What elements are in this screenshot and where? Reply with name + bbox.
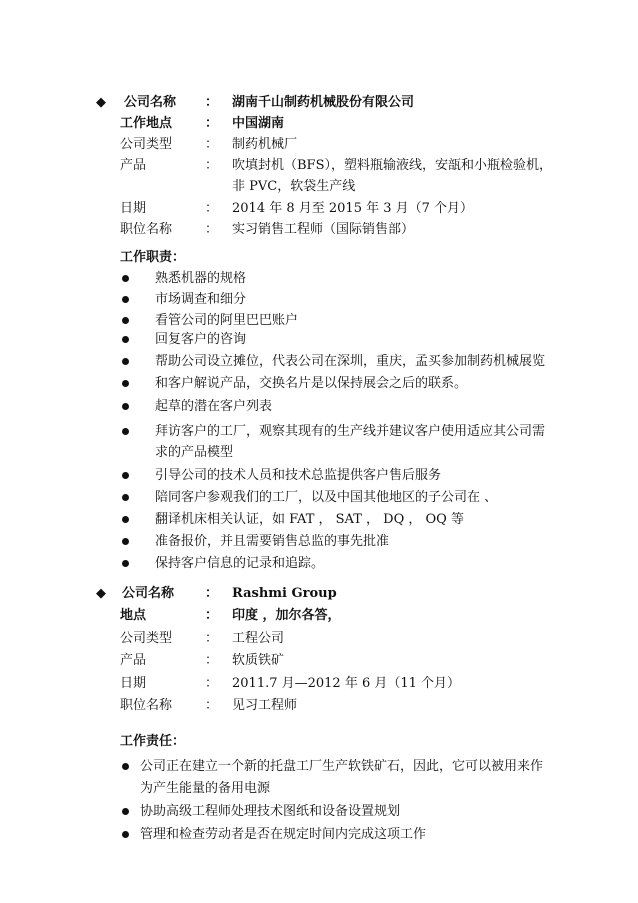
colon: ： <box>205 608 219 623</box>
colon: ： <box>205 676 219 691</box>
bullet-icon <box>122 538 129 545</box>
diamond-bullet-icon: ◆ <box>96 586 106 601</box>
colon: ： <box>205 653 219 668</box>
list-item-continuation: 为产生能量的备用电源 <box>140 781 271 796</box>
list-item: 看管公司的阿里巴巴账户 <box>155 313 299 328</box>
position-value: 实习销售工程师（国际销售部） <box>232 222 415 237</box>
date-value: 2014 年 8 月至 2015 年 3 月（7 个月） <box>232 201 474 216</box>
company-value: Rashmi Group <box>232 586 337 601</box>
list-item: 回复客户的咨询 <box>155 332 247 347</box>
list-item: 保持客户信息的记录和追踪。 <box>155 556 325 571</box>
list-item: 陪同客户参观我们的工厂，以及中国其他地区的子公司在 、 <box>155 490 498 505</box>
location-value: 中国湖南 <box>232 116 285 131</box>
bullet-icon <box>122 763 129 770</box>
colon: ： <box>205 698 219 713</box>
list-item: 公司正在建立一个新的托盘工厂生产软铁矿石，因此，它可以被用来作 <box>140 759 544 774</box>
colon: ： <box>205 116 219 131</box>
product-label: 产品 <box>120 653 147 668</box>
bullet-icon <box>122 560 129 567</box>
duties-title: 工作职责： <box>120 250 186 265</box>
list-item: 熟悉机器的规格 <box>155 271 247 286</box>
list-item: 引导公司的技术人员和技术总监提供客户售后服务 <box>155 468 442 483</box>
colon: ： <box>205 631 219 646</box>
colon: ： <box>205 201 219 216</box>
bullet-icon <box>122 428 129 435</box>
location-label: 工作地点 <box>120 116 173 131</box>
diamond-bullet-icon: ◆ <box>96 95 106 110</box>
bullet-icon <box>122 358 129 365</box>
bullet-icon <box>122 317 129 324</box>
type-value: 制药机械厂 <box>232 137 298 152</box>
list-item: 翻译机床相关认证，如 FAT ， SAT ， DQ ， OQ 等 <box>155 512 464 527</box>
location-value: 印度 ，加尔各答， <box>232 608 341 623</box>
list-item: 拜访客户的工厂，观察其现有的生产线并建议客户使用适应其公司需 <box>155 424 546 439</box>
bullet-icon <box>122 494 129 501</box>
position-label: 职位名称 <box>120 698 173 713</box>
duties-title: 工作责任： <box>120 734 186 749</box>
product-value: 软质铁矿 <box>232 653 285 668</box>
colon: ： <box>205 158 219 173</box>
bullet-icon <box>122 516 129 523</box>
list-item: 管理和检查劳动者是否在规定时间内完成这项工作 <box>140 827 427 842</box>
date-label: 日期 <box>120 676 147 691</box>
bullet-icon <box>122 380 129 387</box>
company-value: 湖南千山制药机械股份有限公司 <box>232 95 415 110</box>
list-item-continuation: 求的产品模型 <box>155 445 234 460</box>
location-label: 地点 <box>120 608 147 623</box>
bullet-icon <box>122 275 129 282</box>
list-item: 协助高级工程师处理技术图纸和设备设置规划 <box>140 804 401 819</box>
type-label: 公司类型 <box>120 137 173 152</box>
colon: ： <box>205 222 219 237</box>
type-label: 公司类型 <box>120 631 173 646</box>
list-item: 帮助公司设立摊位，代表公司在深圳，重庆，孟买参加制药机械展览 <box>155 354 546 369</box>
product-label: 产品 <box>120 158 147 173</box>
product-value-line2: 非 PVC，软袋生产线 <box>232 179 356 194</box>
bullet-icon <box>122 472 129 479</box>
colon: ： <box>205 137 219 152</box>
date-label: 日期 <box>120 201 147 216</box>
list-item: 和客户解说产品，交换名片是以保持展会之后的联系。 <box>155 376 468 391</box>
list-item: 市场调查和细分 <box>155 292 247 307</box>
company-label: 公司名称 <box>122 586 175 601</box>
bullet-icon <box>122 296 129 303</box>
colon: ： <box>205 95 219 110</box>
position-label: 职位名称 <box>120 222 173 237</box>
bullet-icon <box>122 831 129 838</box>
colon: ： <box>205 586 219 601</box>
date-value: 2011.7 月—2012 年 6 月（11 个月） <box>232 676 461 691</box>
product-value-line1: 吹填封机（BFS），塑料瓶输液线，安瓿和小瓶检验机， <box>232 158 552 173</box>
company-label: 公司名称 <box>124 95 177 110</box>
type-value: 工程公司 <box>232 631 285 646</box>
position-value: 见习工程师 <box>232 698 298 713</box>
list-item: 起草的潜在客户列表 <box>155 399 273 414</box>
bullet-icon <box>122 336 129 343</box>
bullet-icon <box>122 808 129 815</box>
bullet-icon <box>122 403 129 410</box>
list-item: 准备报价，并且需要销售总监的事先批准 <box>155 534 390 549</box>
